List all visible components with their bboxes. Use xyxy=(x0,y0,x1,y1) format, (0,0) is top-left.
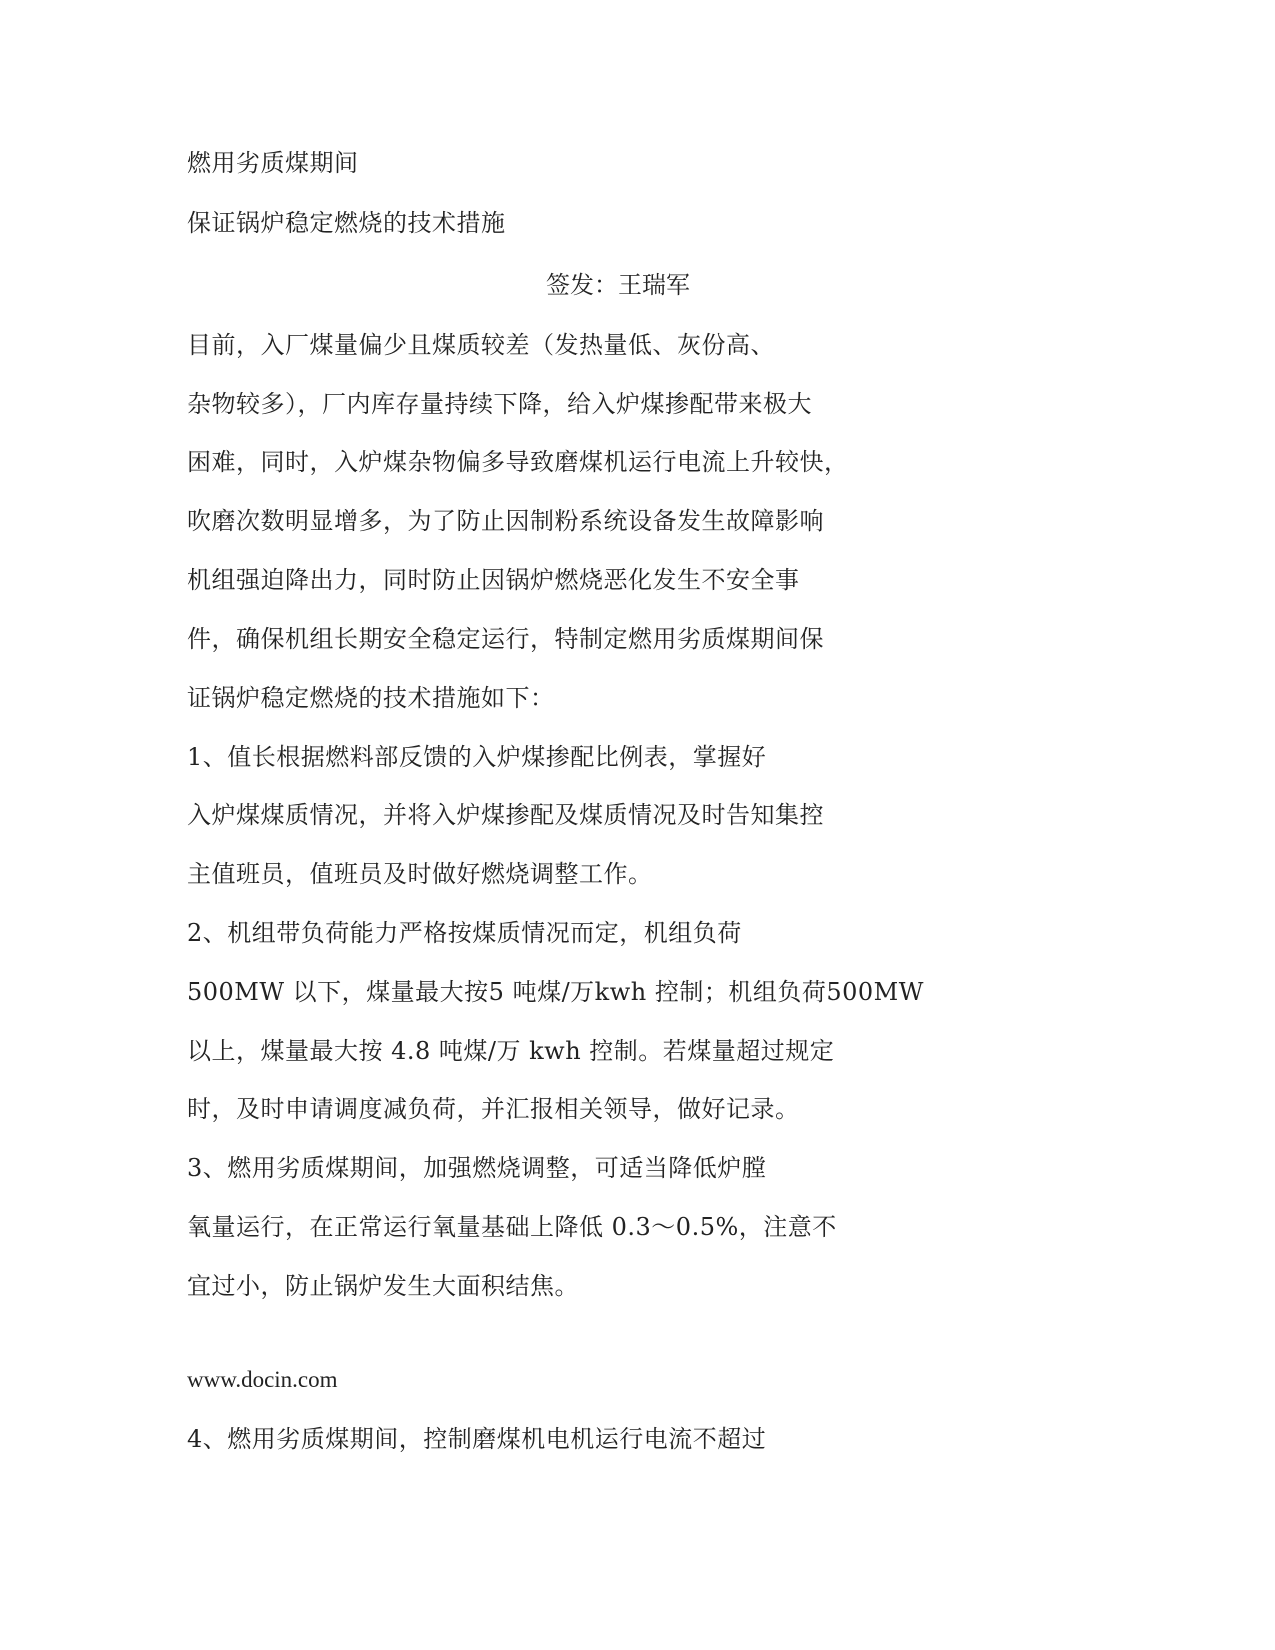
body-line: 目前，入厂煤量偏少且煤质较差（发热量低、灰份高、 xyxy=(187,331,775,359)
body-line: 入炉煤煤质情况，并将入炉煤掺配及煤质情况及时告知集控 xyxy=(187,801,824,829)
body-line: 时，及时申请调度减负荷，并汇报相关领导，做好记录。 xyxy=(187,1095,800,1123)
body-line: 以上，煤量最大按 4.8 吨煤/万 kwh 控制。若煤量超过规定 xyxy=(187,1037,835,1065)
document-title-line-1: 燃用劣质煤期间 xyxy=(187,149,359,177)
body-line: 杂物较多），厂内库存量持续下降，给入炉煤掺配带来极大 xyxy=(187,390,812,418)
watermark-text: www.docin.com xyxy=(187,1367,338,1392)
body-line: 主值班员，值班员及时做好燃烧调整工作。 xyxy=(187,860,653,888)
body-line: 2、机组带负荷能力严格按煤质情况而定，机组负荷 xyxy=(187,919,742,947)
body-line: 500MW 以下，煤量最大按5 吨煤/万kwh 控制；机组负荷500MW xyxy=(187,978,924,1006)
body-line: 机组强迫降出力，同时防止因锅炉燃烧恶化发生不安全事 xyxy=(187,566,800,594)
body-line: 证锅炉稳定燃烧的技术措施如下： xyxy=(187,684,555,712)
body-line: 氧量运行，在正常运行氧量基础上降低 0.3～0.5%，注意不 xyxy=(187,1213,837,1241)
body-line: 4、燃用劣质煤期间，控制磨煤机电机运行电流不超过 xyxy=(187,1425,767,1453)
body-line: 3、燃用劣质煤期间，加强燃烧调整，可适当降低炉膛 xyxy=(187,1154,767,1182)
signer-line: 签发：王瑞军 xyxy=(546,271,690,299)
body-line: 困难，同时，入炉煤杂物偏多导致磨煤机运行电流上升较快， xyxy=(187,448,849,476)
body-line: 件，确保机组长期安全稳定运行，特制定燃用劣质煤期间保 xyxy=(187,625,824,653)
document-title-line-2: 保证锅炉稳定燃烧的技术措施 xyxy=(187,209,506,237)
body-line: 吹磨次数明显增多，为了防止因制粉系统设备发生故障影响 xyxy=(187,507,824,535)
body-line: 1、值长根据燃料部反馈的入炉煤掺配比例表，掌握好 xyxy=(187,743,767,771)
body-line: 宜过小，防止锅炉发生大面积结焦。 xyxy=(187,1272,579,1300)
